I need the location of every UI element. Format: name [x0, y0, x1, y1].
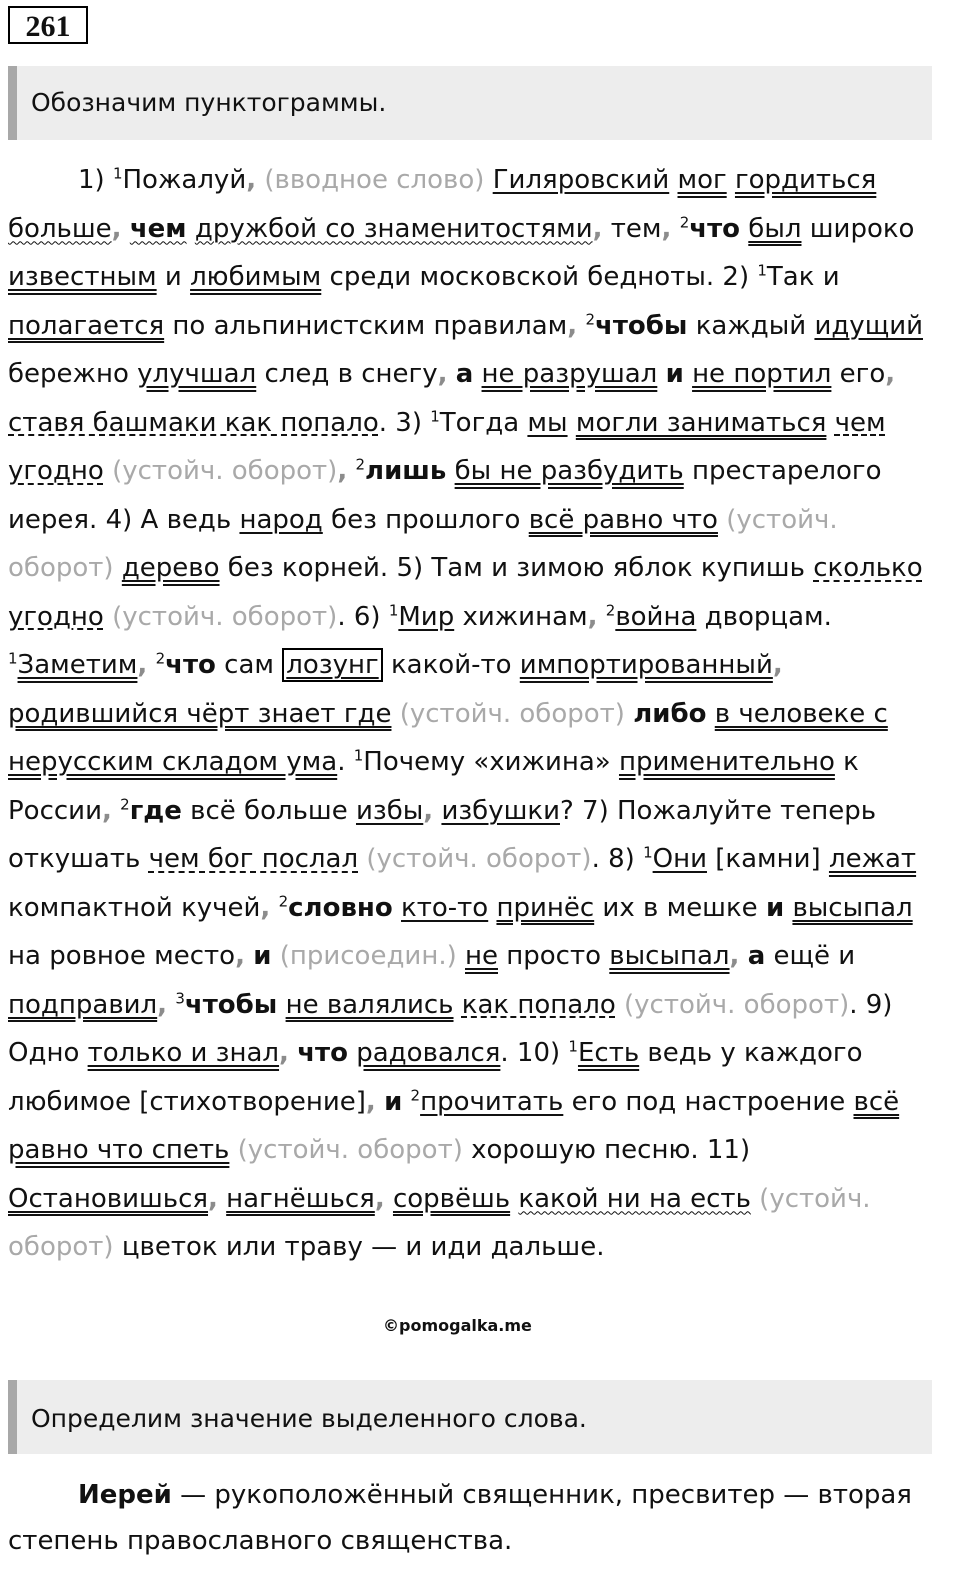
- section-header-definition: Определим значение выделенного слова.: [8, 1380, 932, 1454]
- annotated-text: 1) $^1$Пожалуй, (вводное слово) Гиляровский мог гордиться больше, чем дружбой со знаменитостями, тем, $^2$что был широко известным и любимым среди московской бедноты. 2) $^1$Так и полагается по альпинистским правилам, $^2$чтобы каждый идущий бережно улучшал след в снегу, а не разрушал и не портил его, ставя башмаки как попало. 3) $^1$Тогда мы могли заниматься чем угодно (устойч. оборот), $^2$лишь бы не разбудить престарелого иерея. 4) А ведь народ без прошлого всё равно что (устойч. оборот) дерево без корней. 5) Там и зимою яблок купишь сколько угодно (устойч. оборот). 6) $^1$Мир хижинам, $^2$война дворцам. $^1$Заметим, $^2$что сам лозунг какой-то импортированный, родившийся чёрт знает где (устойч. оборот) либо в человеке с нерусским складом ума. $^1$Почему «хижина» применительно к России, $^2$где всё больше избы, избушки? 7) Пожалуйте теперь откушать чем бог послал (устойч. оборот). 8) $^1$Они [камни] лежат компактной кучей, $^2$словно кто-то принёс их в мешке и высыпал на ровное место, и (присоедин.) не просто высыпал, а ещё и подправил, $^3$чтобы не валялись как попало (устойч. оборот). 9) Одно только и знал, что радовался. 10) $^1$Есть ведь у каждого любимое [стихотворение], и $^2$прочитать его под настроение всё равно что спеть (устойч. оборот) хорошую песню. 11) Остановишься, нагнёшься, сорвёшь какой ни на есть (устойч. оборот) цветок или траву — и иди дальше.: [8, 164, 923, 1262]
- definition-term: Иерей: [78, 1480, 172, 1510]
- task-number: 261: [8, 6, 88, 44]
- definition-body: — рукоположённый священник, пресвитер — вторая степень православного священства.: [8, 1480, 912, 1556]
- watermark: ©pomogalka.me: [383, 1316, 532, 1335]
- definition-paragraph: [8, 1472, 944, 1564]
- section-header-punctograms: Обозначим пунктограммы.: [8, 66, 932, 140]
